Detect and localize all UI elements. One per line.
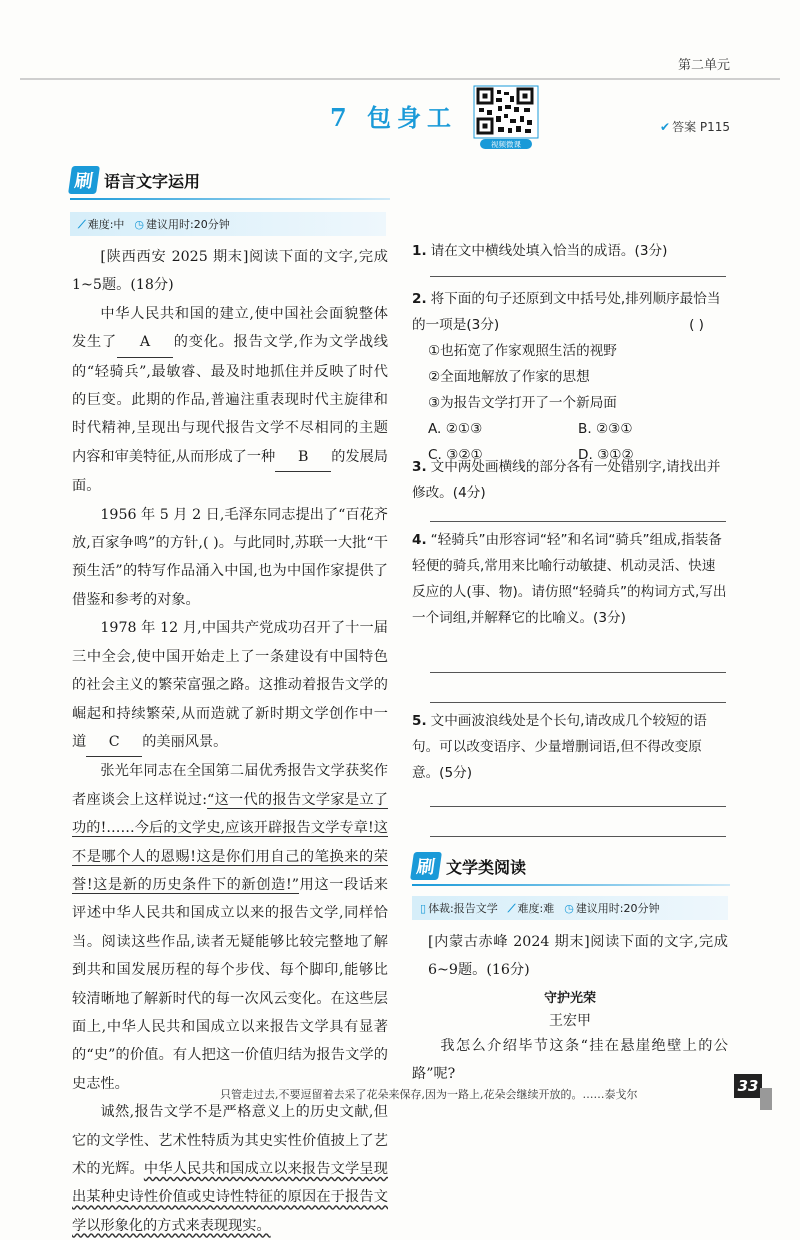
difficulty: ⟋ 难度:难 — [507, 902, 555, 915]
answer-line[interactable] — [430, 702, 726, 703]
passage-intro: [陕西西安 2025 期末]阅读下面的文字,完成1~5题。(18分) — [72, 249, 388, 294]
section-title: 文学类阅读 — [446, 857, 527, 877]
section-title: 语言文字运用 — [104, 171, 201, 191]
clock-icon: ◷ — [564, 902, 574, 915]
underlined-quote: “这一代的报告文学家是立了功的!……今后的文学史,应该开辟报告文学专章!这不是哪个人的恩赐!这是你们用自己的笔换来的荣誉!这是新的历史条件下的新创造!” — [72, 791, 388, 893]
meta-bar — [70, 212, 386, 236]
blank-a: A — [117, 328, 173, 357]
wavy-underlined-sentence: 中华人民共和国成立以来报告文学呈现出某种史诗性价值或史诗性特征的原因在于报告文学以形象化的方式来表现现实。 — [72, 1161, 388, 1234]
lesson-title: 7 包身工 — [330, 103, 458, 132]
story-title: 守护光荣 — [543, 990, 596, 1006]
paragraph: 1956 年 5 月 2 日,毛泽东同志提出了“百花齐放,百家争鸣”的方针,( )。与此同时,苏联一大批“干预生活”的特写作品涌入中国,也为中国作家提供了借鉴和参考的对象。 — [72, 506, 388, 608]
question-3: 3. 文中两处画横线的部分各有一处错别字,请找出并修改。(4分) — [412, 459, 721, 501]
answer-line[interactable] — [430, 806, 726, 807]
paragraph: 张光年同志在全国第二届优秀报告文学获奖作者座谈会上这样说过:“这一代的报告文学家是立了功的!……今后的文学史,应该开辟报告文学专章!这不是哪个人的恩赐!这是你们用自己的笔换来的荣誉!这是新的历史条件下的新创造!”用这一段话来评述中华人民共和国成立以来的报告文学,同样恰当。阅读这些作品,读者无疑能够比较完整地了解到共和国发展历程的每个步伐、每个脚印,能够比较清晰地了解新时代的每一次风云变化。在这些层面上,中华人民共和国成立以来报告文学具有显著的“史”的价值。有人把这一价值归结为报告文学的史志性。 — [72, 763, 388, 1092]
choice-b[interactable]: B. ②③① — [578, 421, 633, 437]
section-divider — [412, 884, 730, 886]
sentence-option: ③为报告文学打开了一个新局面 — [428, 395, 617, 411]
section-badge-icon: 刷 — [410, 852, 442, 880]
check-icon: ✔ — [660, 120, 671, 134]
chart-icon: ⟋ — [507, 902, 516, 915]
blank-c: C — [86, 728, 142, 757]
choice-c[interactable]: C. ③②① — [428, 447, 483, 463]
question-1: 1. 请在文中横线处填入恰当的成语。(3分) — [412, 243, 668, 259]
section-header-language — [70, 166, 390, 200]
section-header-literature — [412, 852, 730, 886]
answer-reference[interactable] — [660, 118, 730, 135]
sentence-option: ①也拓宽了作家观照生活的视野 — [428, 343, 617, 359]
unit-label: 第二单元 — [677, 58, 730, 73]
section-badge-icon: 刷 — [68, 166, 100, 194]
header-divider — [20, 78, 780, 80]
blank-b: B — [275, 443, 331, 472]
passage-intro: [内蒙古赤峰 2024 期末]阅读下面的文字,完成6~9题。(16分) — [428, 934, 728, 979]
answer-paren[interactable]: ( ) — [689, 317, 704, 333]
answer-line[interactable] — [430, 672, 726, 673]
qr-code-icon[interactable] — [474, 86, 538, 150]
choice-a[interactable]: A. ②①③ — [428, 421, 483, 437]
suggested-time: ◷ 建议用时:20分钟 — [134, 218, 230, 231]
paragraph: 诚然,报告文学不是严格意义上的历史文献,但它的文学性、艺术性特质为其史实性价值披上了艺术的光辉。中华人民共和国成立以来报告文学呈现出某种史诗性价值或史诗性特征的原因在于报告文学以形象化的方式来表现现实。 — [72, 1104, 388, 1234]
paragraph: 中华人民共和国的建立,使中国社会面貌整体发生了 A 的变化。报告文学,作为文学战线的“轻骑兵”,最敏睿、最及时地抓住并反映了时代的巨变。此期的作品,普遍注重表现时代主旋律和时代精神,呈现出与现代报告文学不尽相同的主题内容和审美特征,从而形成了一种 B 的发展局面。 — [72, 305, 388, 495]
choice-d[interactable]: D. ③①② — [578, 447, 634, 463]
question-4: 4. “轻骑兵”由形容词“轻”和名词“骑兵”组成,指装备轻便的骑兵,常用来比喻行动敏捷、机动灵活、快速反应的人(事、物)。请仿照“轻骑兵”的构词方式,写出一个词组,并解释它的比喻义。(3分) — [412, 532, 727, 626]
sentence-list — [412, 338, 728, 416]
answer-line[interactable] — [430, 521, 726, 522]
qr-caption: 视频微课 — [491, 140, 521, 149]
chart-icon: ⟋ — [78, 218, 86, 231]
footer-quote: 只管走过去,不要逗留着去采了花朵来保存,因为一路上,花朵会继续开放的。……泰戈尔 — [220, 1088, 638, 1101]
passage-2 — [412, 928, 728, 1089]
questions — [412, 238, 728, 264]
sentence-option: ②全面地解放了作家的思想 — [428, 369, 590, 385]
answer-line[interactable] — [430, 836, 726, 837]
clock-icon: ◷ — [134, 218, 145, 231]
section-divider — [70, 198, 390, 200]
page-decoration — [760, 1088, 772, 1110]
paragraph: 1978 年 12 月,中国共产党成功召开了十一届三中全会,使中国开始走上了一条建设有中国特色的社会主义的繁荣富强之路。这推动着报告文学的崛起和持续繁荣,从而造就了新时期文学创作中一道 C 的美丽风景。 — [72, 614, 388, 757]
meta-bar — [412, 896, 728, 920]
answer-line[interactable] — [430, 276, 726, 277]
genre: ▯ 体裁:报告文学 — [420, 902, 498, 915]
page-number: 33 — [734, 1074, 762, 1098]
question-5: 5. 文中画波浪线处是个长句,请改成几个较短的语句。可以改变语序、少量增删词语,但不得改变原意。(5分) — [412, 713, 707, 781]
suggested-time: ◷ 建议用时:20分钟 — [564, 902, 660, 915]
paragraph: 我怎么介绍毕节这条“挂在悬崖绝壁上的公路”呢? — [412, 1037, 728, 1083]
book-icon: ▯ — [420, 902, 427, 915]
story-author: 王宏甲 — [549, 1012, 591, 1029]
answer-reference-text: 答案 P115 — [672, 120, 731, 134]
question-2: 2. 将下面的句子还原到文中括号处,排列顺序最恰当的一项是(3分) ( ) ①也拓宽了作家观照生活的视野 ②全面地解放了作家的思想 ③为报告文学打开了一个新局面 A. ②①③ B. ②③① C. ③②① D. ③①② — [412, 286, 728, 468]
difficulty: ⟋ 难度:中 — [78, 218, 125, 231]
